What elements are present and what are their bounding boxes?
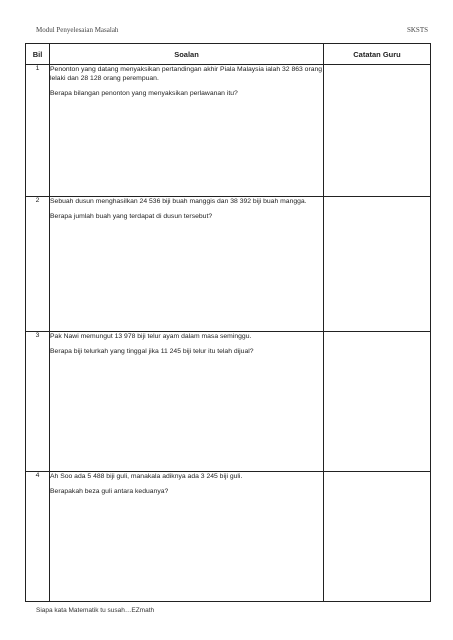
question-prompt: Berapakah beza guli antara keduanya? bbox=[50, 488, 169, 496]
question-table bbox=[25, 43, 431, 602]
question-prompt: Berapa biji telurkah yang tinggal jika 11 245 biji telur itu telah dijual? bbox=[50, 348, 254, 356]
question-number: 2 bbox=[26, 197, 50, 332]
column-header-bil: Bil bbox=[26, 44, 50, 65]
teacher-note-cell bbox=[324, 472, 431, 602]
page-footer: Siapa kata Matematik tu susah…EZmath bbox=[36, 607, 155, 614]
teacher-note-cell bbox=[324, 197, 431, 332]
question-cell bbox=[50, 332, 324, 472]
question-number: 1 bbox=[26, 65, 50, 197]
question-text: Sebuah dusun menghasilkan 24 536 biji buah manggis dan 38 392 biji buah mangga. bbox=[50, 198, 307, 205]
question-text: Penonton yang datang menyaksikan pertandingan akhir Piala Malaysia ialah 32 863 orang lelaki dan 28 128 orang perempuan. bbox=[50, 66, 323, 83]
question-prompt: Berapa jumlah buah yang terdapat di dusun tersebut? bbox=[50, 213, 213, 221]
column-header-soalan: Soalan bbox=[50, 44, 324, 65]
question-text: Ah Soo ada 5 488 biji guli, manakala adiknya ada 3 245 biji guli. bbox=[50, 473, 243, 480]
question-cell bbox=[50, 65, 324, 197]
module-title: Modul Penyelesaian Masalah bbox=[36, 26, 119, 34]
teacher-note-cell bbox=[324, 65, 431, 197]
table-row bbox=[26, 332, 431, 472]
teacher-note-cell bbox=[324, 332, 431, 472]
question-cell bbox=[50, 197, 324, 332]
question-number: 4 bbox=[26, 472, 50, 602]
question-prompt: Berapa bilangan penonton yang menyaksikan perlawanan itu? bbox=[50, 90, 238, 98]
table-row bbox=[26, 65, 431, 197]
table-row bbox=[26, 472, 431, 602]
table-row bbox=[26, 197, 431, 332]
question-cell bbox=[50, 472, 324, 602]
school-code: SKSTS bbox=[406, 26, 428, 34]
question-text: Pak Nawi memungut 13 978 biji telur ayam dalam masa seminggu. bbox=[50, 333, 252, 340]
question-number: 3 bbox=[26, 332, 50, 472]
table-header-row bbox=[26, 44, 431, 65]
column-header-catatan-guru: Catatan Guru bbox=[324, 44, 431, 65]
page-header bbox=[36, 26, 428, 40]
